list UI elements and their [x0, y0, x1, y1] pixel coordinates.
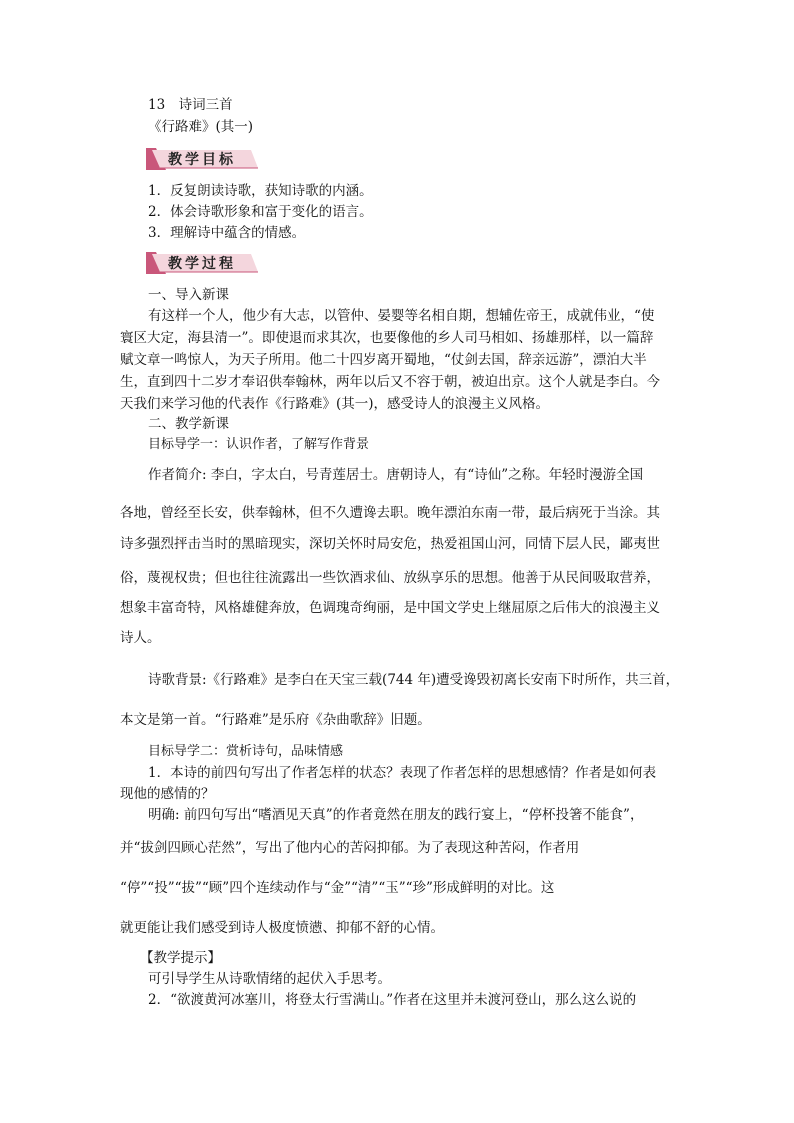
goal-item: 2．体会诗歌形象和富于变化的语言。: [148, 204, 373, 220]
goal-item: 1．反复朗读诗歌，获知诗歌的内涵。: [148, 183, 373, 199]
part2-title: 二、教学新课: [148, 416, 229, 432]
intro-line: 生，直到四十二岁才奉诏供奉翰林，两年以后又不容于朝，被迫出京。这个人就是李白。今: [120, 374, 660, 390]
intro-line: 天我们来学习他的代表作《行路难》(其一)，感受诗人的浪漫主义风格。: [120, 396, 550, 412]
answer-line: 并“拔剑四顾心茫然”，写出了他内心的苦闷抑郁。为了表现这种苦闷，作者用: [120, 840, 580, 856]
intro-line: 寰区大定，海县清一”。即使退而求其次，也要像他的乡人司马相如、扬雄那样，以一篇辞: [120, 330, 654, 346]
guide-two: 目标导学二：赏析诗句，品味情感: [148, 744, 344, 759]
author-line: 作者简介: 李白，字太白，号青莲居士。唐朝诗人，有“诗仙”之称。年轻时漫游全国: [148, 467, 644, 483]
guide-one: 目标导学一：认识作者，了解写作背景: [148, 437, 370, 452]
author-line: 各地，曾经至长安，供奉翰林，但不久遭谗去职。晚年漂泊东南一带，最后病死于当涂。其: [120, 505, 660, 521]
background-line: 本文是第一首。“行路难”是乐府《杂曲歌辞》旧题。: [120, 712, 431, 728]
teaching-tip-title: 【教学提示】: [140, 950, 221, 966]
teaching-tip-text: 可引导学生从诗歌情绪的起伏入手思考。: [148, 971, 391, 987]
author-line: 俗，蔑视权贵；但也往往流露出一些饮酒求仙、放纵享乐的思想。他善于从民间吸取营养，: [120, 570, 660, 586]
goal-item: 3．理解诗中蕴含的情感。: [148, 225, 306, 241]
answer-line: “停”“投”“拔”“顾”四个连续动作与“金”“清”“玉”“珍”形成鲜明的对比。这: [120, 880, 555, 896]
answer-line: 明确: 前四句写出“嗜酒见天真”的作者竟然在朋友的践行宴上，“停杯投箸不能食”，: [148, 807, 644, 823]
process-heading: 教学过程: [168, 256, 236, 272]
author-line: 诗人。: [120, 630, 161, 646]
answer-line: 就更能让我们感受到诗人极度愤懑、抑郁不舒的心情。: [120, 920, 444, 936]
author-line: 想象丰富奇特，风格雄健奔放，色调瑰奇绚丽，是中国文学史上继屈原之后伟大的浪漫主义: [120, 600, 660, 616]
intro-line: 有这样一个人，他少有大志，以管仲、晏婴等名相自期，想辅佐帝王，成就伟业，“使: [148, 308, 655, 324]
goals-heading-badge: [146, 146, 261, 172]
question-one-line: 1．本诗的前四句写出了作者怎样的状态？表现了作者怎样的思想感情？作者是如何表: [148, 765, 657, 781]
question-two-line: 2．“欲渡黄河冰塞川，将登太行雪满山。”作者在这里并未渡河登山，那么这么说的: [148, 992, 637, 1008]
process-heading-badge: [146, 250, 261, 276]
poem-subtitle: 《行路难》(其一): [148, 119, 254, 135]
intro-line: 赋文章一鸣惊人，为天子所用。他二十四岁离开蜀地，“仗剑去国，辞亲远游”，漂泊大半: [120, 352, 647, 368]
part1-title: 一、导入新课: [148, 287, 229, 303]
goals-heading: 教学目标: [168, 152, 236, 168]
author-line: 诗多强烈抨击当时的黑暗现实，深切关怀时局安危，热爱祖国山河，同情下层人民，鄙夷世: [120, 536, 660, 552]
lesson-title: 13 诗词三首: [148, 97, 233, 113]
question-one-line: 现他的感情的？: [120, 786, 215, 802]
background-line: 诗歌背景:《行路难》是李白在天宝三载(744 年)遭受谗毁初离长安南下时所作，共三首，: [148, 672, 680, 688]
